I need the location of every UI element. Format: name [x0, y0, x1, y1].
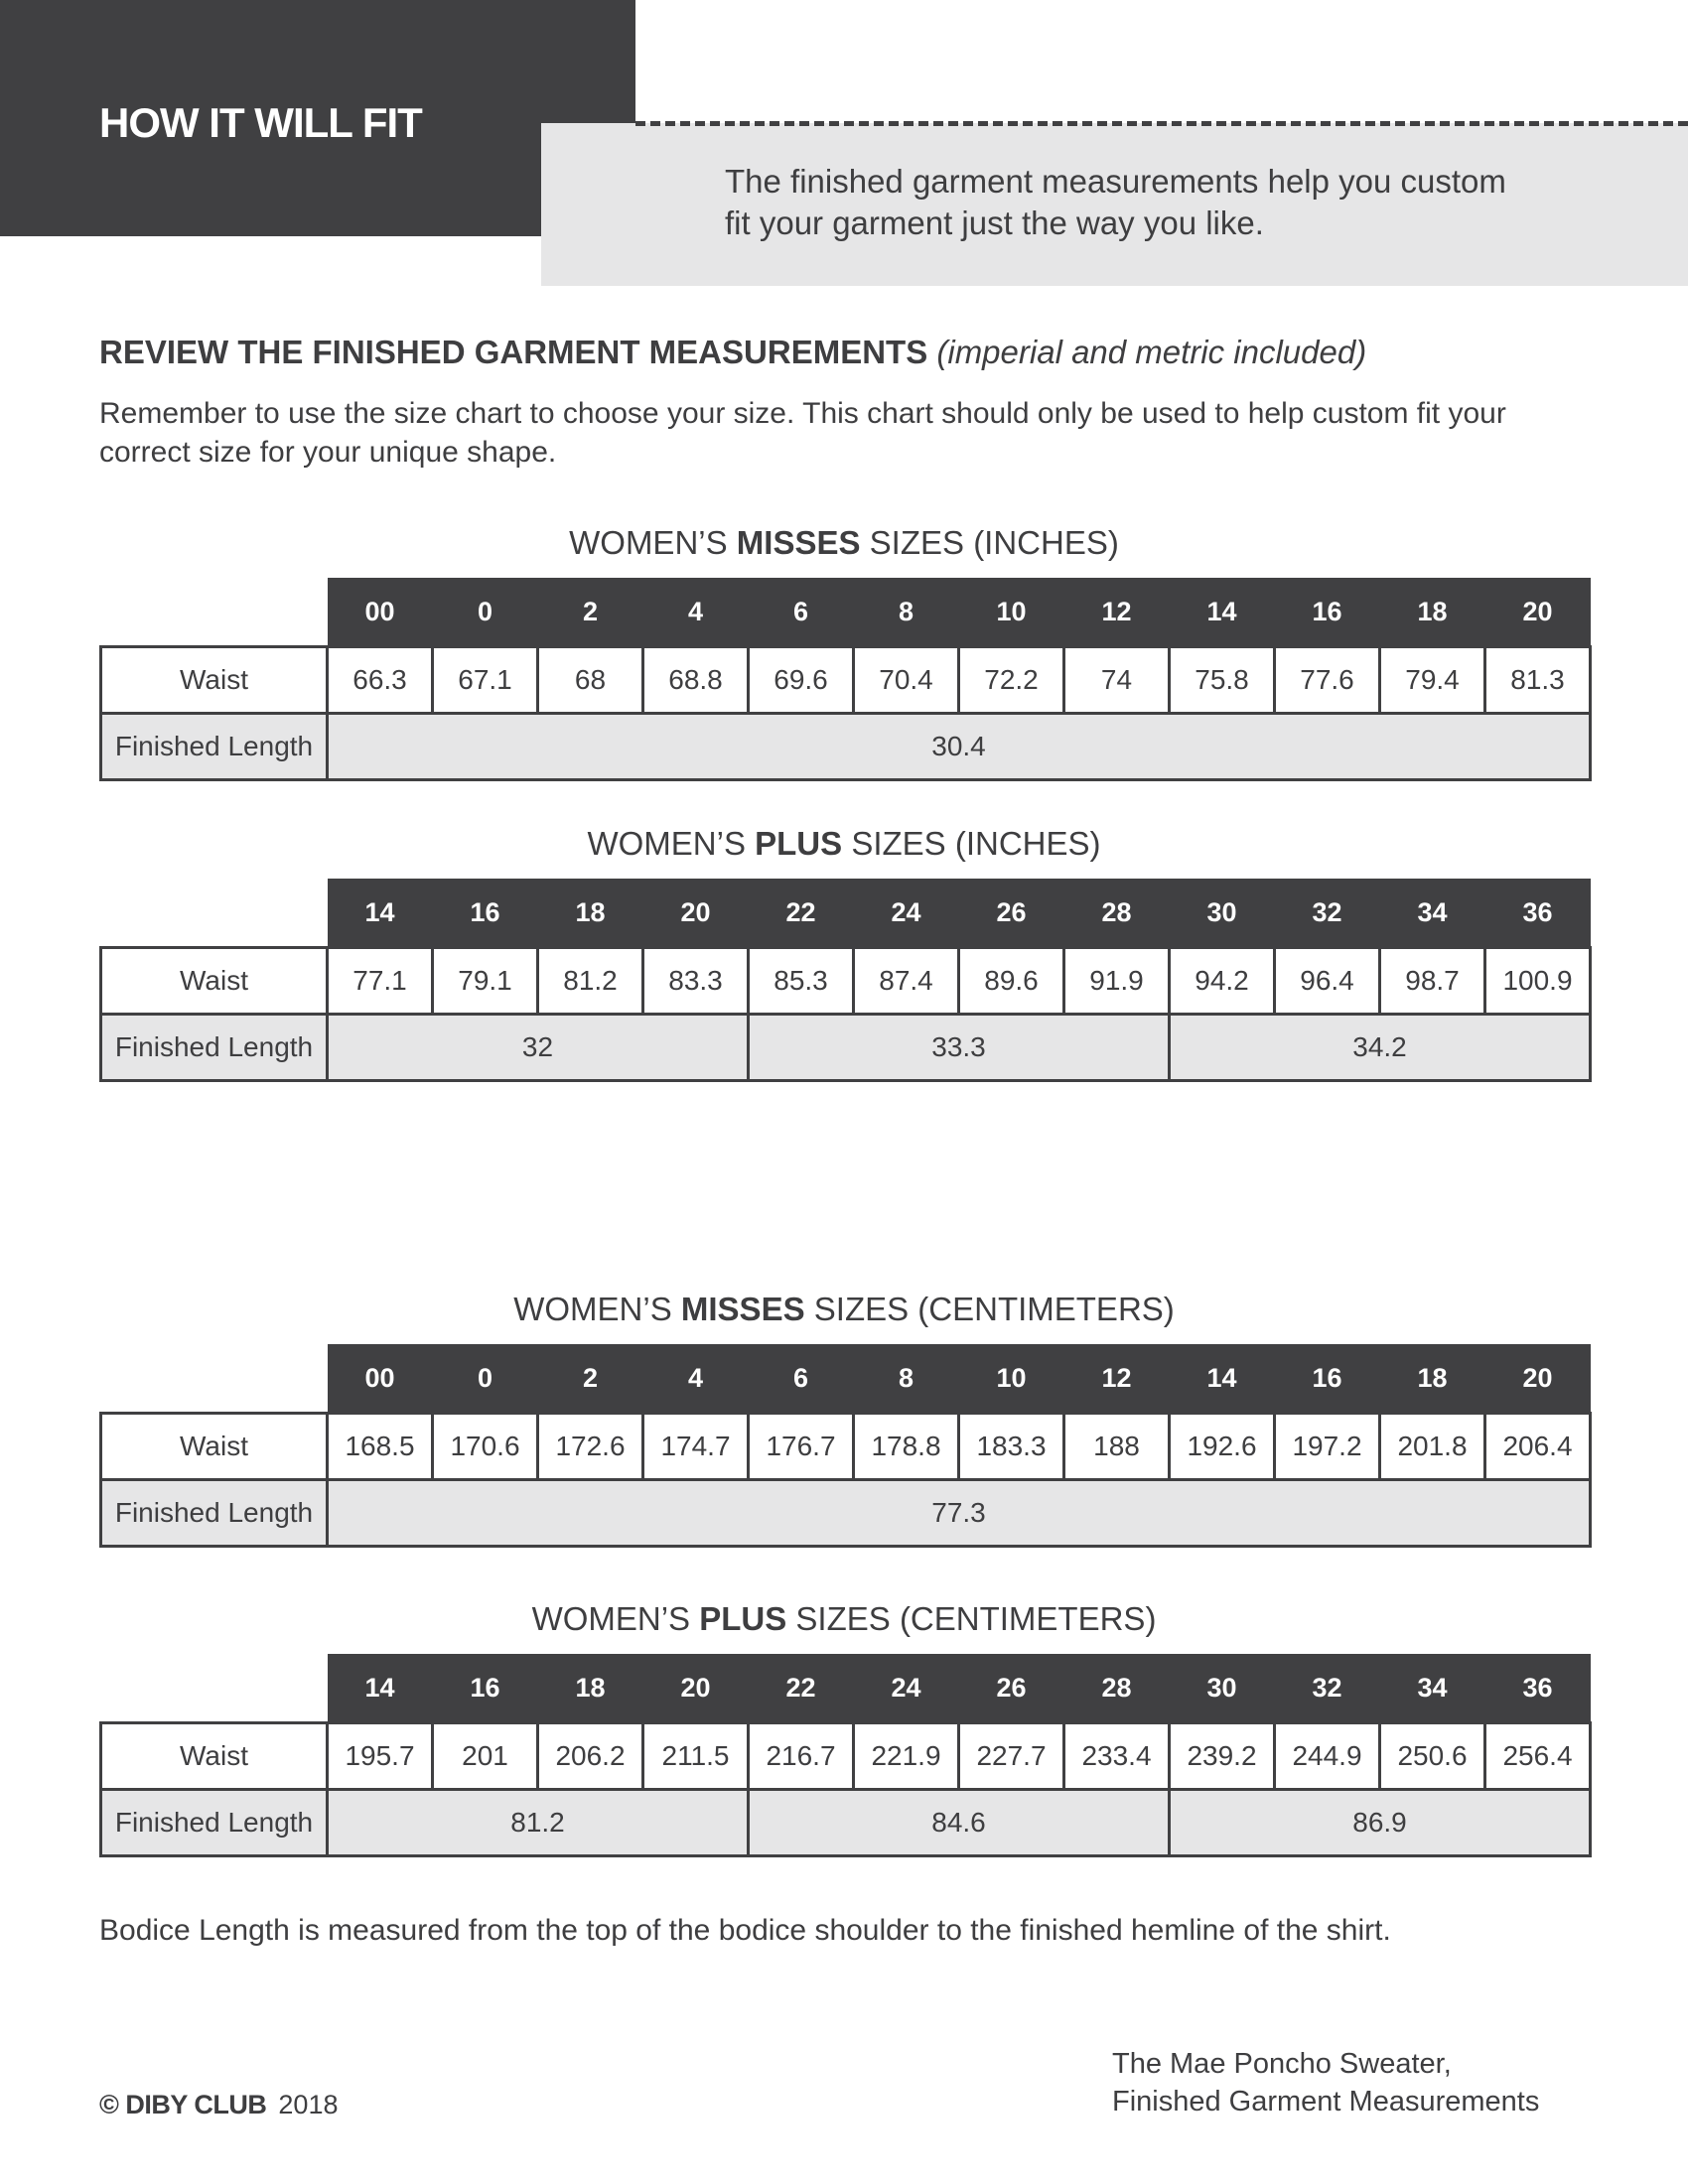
waist-cell: 91.9	[1064, 948, 1170, 1015]
size-header: 14	[1170, 578, 1275, 647]
finished-length-cell: 84.6	[749, 1790, 1170, 1856]
table-title	[0, 1598, 1688, 1640]
table-title-suffix: SIZES (INCHES)	[860, 524, 1119, 561]
size-header: 6	[749, 578, 854, 647]
waist-cell: 195.7	[328, 1723, 433, 1790]
size-header: 32	[1275, 1654, 1380, 1723]
section-heading	[99, 334, 1366, 371]
size-header-row	[101, 1654, 1591, 1723]
table-title-bold: PLUS	[755, 825, 843, 862]
finished-length-cell: 30.4	[328, 714, 1591, 780]
size-header: 0	[433, 578, 538, 647]
finished-length-row	[101, 1480, 1591, 1547]
finished-length-label: Finished Length	[101, 714, 328, 780]
size-header: 0	[433, 1344, 538, 1414]
dashed-divider	[635, 121, 1688, 126]
size-header: 24	[854, 879, 959, 948]
size-header: 32	[1275, 879, 1380, 948]
size-header: 18	[1380, 578, 1485, 647]
finished-length-label: Finished Length	[101, 1015, 328, 1081]
table-title-prefix: WOMEN’S	[531, 1600, 700, 1637]
waist-cell: 183.3	[959, 1414, 1064, 1480]
size-header: 34	[1380, 879, 1485, 948]
waist-cell: 79.4	[1380, 647, 1485, 714]
waist-label: Waist	[101, 948, 328, 1015]
size-header: 12	[1064, 1344, 1170, 1414]
size-table	[99, 1654, 1592, 1857]
size-header: 20	[643, 879, 749, 948]
size-header: 18	[538, 1654, 643, 1723]
intro-line-1: The finished garment measurements help you custom	[725, 163, 1506, 200]
size-header: 14	[1170, 1344, 1275, 1414]
intro-text	[725, 161, 1618, 244]
waist-label: Waist	[101, 647, 328, 714]
waist-row	[101, 647, 1591, 714]
waist-cell: 70.4	[854, 647, 959, 714]
size-header: 20	[643, 1654, 749, 1723]
waist-cell: 188	[1064, 1414, 1170, 1480]
size-header: 22	[749, 879, 854, 948]
waist-cell: 77.6	[1275, 647, 1380, 714]
finished-length-cell: 34.2	[1170, 1015, 1591, 1081]
corner-cell	[101, 1654, 328, 1723]
waist-cell: 79.1	[433, 948, 538, 1015]
waist-cell: 201	[433, 1723, 538, 1790]
corner-cell	[101, 1344, 328, 1414]
plus-centimeters-section	[0, 1598, 1688, 1838]
waist-cell: 72.2	[959, 647, 1064, 714]
size-header: 00	[328, 578, 433, 647]
table-title-suffix: SIZES (CENTIMETERS)	[804, 1291, 1175, 1327]
size-header: 18	[538, 879, 643, 948]
waist-cell: 75.8	[1170, 647, 1275, 714]
brand-name: © DIBY CLUB	[99, 2090, 267, 2119]
size-header: 36	[1485, 879, 1591, 948]
finished-length-cell: 32	[328, 1015, 749, 1081]
size-header: 8	[854, 578, 959, 647]
waist-cell: 66.3	[328, 647, 433, 714]
waist-cell: 168.5	[328, 1414, 433, 1480]
size-header: 24	[854, 1654, 959, 1723]
table-title	[0, 1289, 1688, 1330]
document-caption	[1112, 2045, 1539, 2120]
size-header: 34	[1380, 1654, 1485, 1723]
section-description: Remember to use the size chart to choose your size. This chart should only be used to help custom fit your correct size for your unique shape.	[99, 397, 1506, 469]
table-title-prefix: WOMEN’S	[513, 1291, 681, 1327]
finished-length-label: Finished Length	[101, 1480, 328, 1547]
waist-cell: 83.3	[643, 948, 749, 1015]
size-header: 30	[1170, 1654, 1275, 1723]
waist-label: Waist	[101, 1414, 328, 1480]
table-title-suffix: SIZES (INCHES)	[842, 825, 1101, 862]
waist-cell: 89.6	[959, 948, 1064, 1015]
waist-cell: 227.7	[959, 1723, 1064, 1790]
waist-cell: 216.7	[749, 1723, 854, 1790]
size-header: 10	[959, 1344, 1064, 1414]
size-header: 26	[959, 879, 1064, 948]
page-title: HOW IT WILL FIT	[99, 99, 422, 146]
size-header: 14	[328, 879, 433, 948]
section-heading-text: REVIEW THE FINISHED GARMENT MEASUREMENTS	[99, 334, 928, 370]
size-header-row	[101, 879, 1591, 948]
waist-cell: 197.2	[1275, 1414, 1380, 1480]
corner-cell	[101, 578, 328, 647]
waist-cell: 67.1	[433, 647, 538, 714]
finished-length-cell: 86.9	[1170, 1790, 1591, 1856]
waist-cell: 256.4	[1485, 1723, 1591, 1790]
size-header: 26	[959, 1654, 1064, 1723]
size-header-row	[101, 578, 1591, 647]
size-header: 22	[749, 1654, 854, 1723]
waist-cell: 211.5	[643, 1723, 749, 1790]
table-title-bold: PLUS	[699, 1600, 787, 1637]
waist-cell: 68.8	[643, 647, 749, 714]
waist-cell: 233.4	[1064, 1723, 1170, 1790]
size-header: 10	[959, 578, 1064, 647]
waist-cell: 94.2	[1170, 948, 1275, 1015]
size-table	[99, 879, 1592, 1082]
misses-inches-section	[0, 522, 1688, 761]
size-header: 2	[538, 1344, 643, 1414]
waist-cell: 74	[1064, 647, 1170, 714]
waist-cell: 77.1	[328, 948, 433, 1015]
size-header-row	[101, 1344, 1591, 1414]
waist-cell: 81.2	[538, 948, 643, 1015]
waist-cell: 170.6	[433, 1414, 538, 1480]
caption-line-2: Finished Garment Measurements	[1112, 2086, 1540, 2117]
waist-row	[101, 1414, 1591, 1480]
footnote: Bodice Length is measured from the top of the bodice shoulder to the finished hemline of the shirt.	[99, 1914, 1391, 1947]
size-header: 36	[1485, 1654, 1591, 1723]
finished-length-row	[101, 714, 1591, 780]
size-header: 28	[1064, 1654, 1170, 1723]
finished-length-row	[101, 1790, 1591, 1856]
size-header: 00	[328, 1344, 433, 1414]
waist-cell: 98.7	[1380, 948, 1485, 1015]
table-title-bold: MISSES	[736, 524, 861, 561]
size-header: 16	[1275, 578, 1380, 647]
waist-cell: 239.2	[1170, 1723, 1275, 1790]
size-header: 12	[1064, 578, 1170, 647]
waist-row	[101, 1723, 1591, 1790]
size-header: 4	[643, 578, 749, 647]
size-header: 30	[1170, 879, 1275, 948]
size-header: 20	[1485, 1344, 1591, 1414]
size-header: 14	[328, 1654, 433, 1723]
intro-line-2: fit your garment just the way you like.	[725, 205, 1264, 241]
finished-length-cell: 77.3	[328, 1480, 1591, 1547]
section-heading-note: (imperial and metric included)	[936, 334, 1367, 370]
waist-label: Waist	[101, 1723, 328, 1790]
table-title-bold: MISSES	[680, 1291, 805, 1327]
waist-cell: 206.2	[538, 1723, 643, 1790]
table-title	[0, 522, 1688, 564]
waist-cell: 250.6	[1380, 1723, 1485, 1790]
waist-cell: 178.8	[854, 1414, 959, 1480]
size-header: 16	[433, 879, 538, 948]
size-header: 16	[1275, 1344, 1380, 1414]
table-title	[0, 823, 1688, 865]
finished-length-label: Finished Length	[101, 1790, 328, 1856]
table-title-prefix: WOMEN’S	[569, 524, 737, 561]
waist-cell: 96.4	[1275, 948, 1380, 1015]
waist-cell: 172.6	[538, 1414, 643, 1480]
copyright-year: 2018	[278, 2090, 339, 2119]
size-header: 6	[749, 1344, 854, 1414]
plus-inches-section	[0, 823, 1688, 1062]
misses-centimeters-section	[0, 1289, 1688, 1528]
waist-row	[101, 948, 1591, 1015]
size-header: 18	[1380, 1344, 1485, 1414]
waist-cell: 87.4	[854, 948, 959, 1015]
waist-cell: 206.4	[1485, 1414, 1591, 1480]
finished-length-cell: 81.2	[328, 1790, 749, 1856]
waist-cell: 174.7	[643, 1414, 749, 1480]
waist-cell: 192.6	[1170, 1414, 1275, 1480]
waist-cell: 221.9	[854, 1723, 959, 1790]
size-header: 4	[643, 1344, 749, 1414]
waist-cell: 201.8	[1380, 1414, 1485, 1480]
waist-cell: 68	[538, 647, 643, 714]
waist-cell: 244.9	[1275, 1723, 1380, 1790]
table-title-suffix: SIZES (CENTIMETERS)	[786, 1600, 1157, 1637]
waist-cell: 100.9	[1485, 948, 1591, 1015]
finished-length-row	[101, 1015, 1591, 1081]
size-header: 16	[433, 1654, 538, 1723]
size-table	[99, 1344, 1592, 1548]
size-header: 28	[1064, 879, 1170, 948]
waist-cell: 81.3	[1485, 647, 1591, 714]
size-header: 2	[538, 578, 643, 647]
waist-cell: 69.6	[749, 647, 854, 714]
waist-cell: 85.3	[749, 948, 854, 1015]
corner-cell	[101, 879, 328, 948]
size-table	[99, 578, 1592, 781]
size-header: 20	[1485, 578, 1591, 647]
waist-cell: 176.7	[749, 1414, 854, 1480]
header-block	[0, 0, 635, 236]
table-title-prefix: WOMEN’S	[587, 825, 756, 862]
size-header: 8	[854, 1344, 959, 1414]
brand-footer	[99, 2090, 338, 2120]
caption-line-1: The Mae Poncho Sweater,	[1112, 2048, 1452, 2080]
finished-length-cell: 33.3	[749, 1015, 1170, 1081]
